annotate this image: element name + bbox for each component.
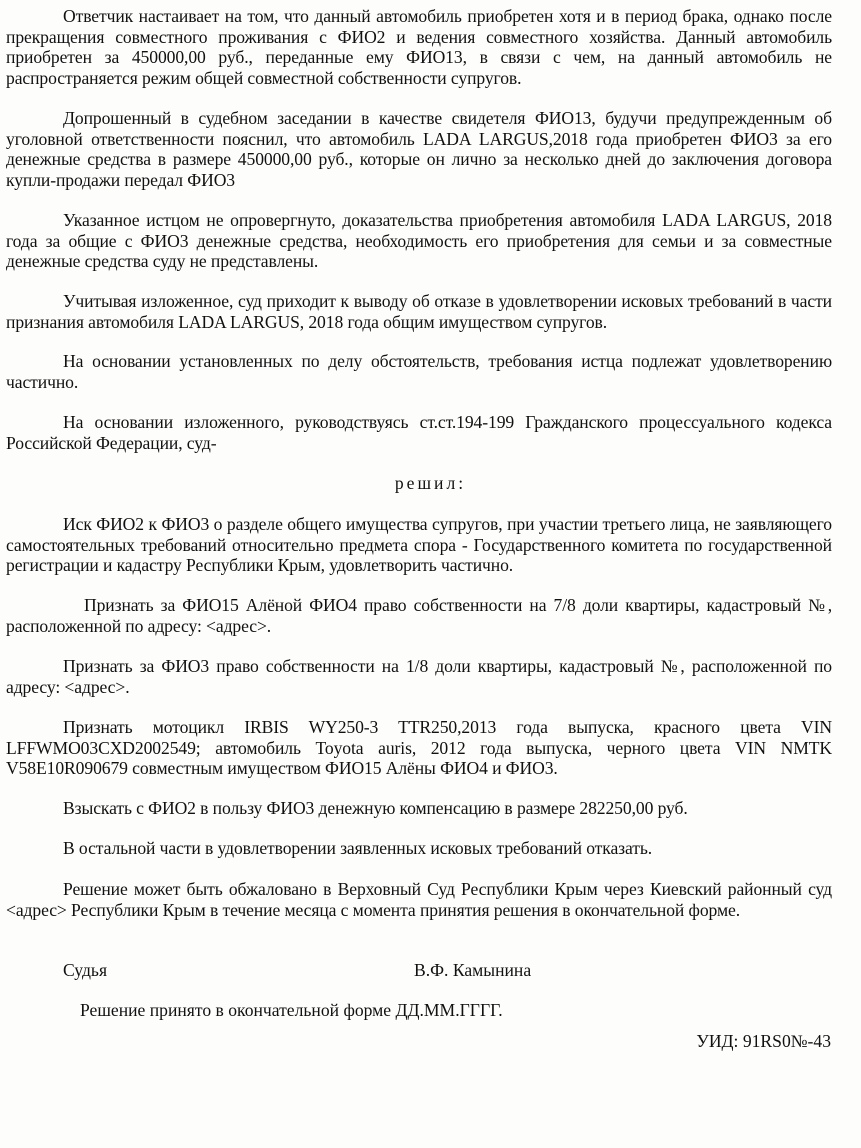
decision-heading: решил: [394, 473, 467, 493]
resolution-one-eighth: Признать за ФИО3 право собственности на 1/8 доли квартиры, кадастровый №, расположенной по адресу: <адрес>. [6, 656, 832, 697]
resolution-claim: Иск ФИО2 к ФИО3 о разделе общего имущества супругов, при участии третьего лица, не заявляющего самостоятельных требований относительно предмета спора - Государственного комитета по государственной регистрации и кадастру Республики Крым, удовлетворить частично. [6, 514, 832, 575]
paragraph-partial-satisfaction: На основании установленных по делу обстоятельств, требования истца подлежат удовлетворению частично. [6, 351, 832, 392]
resolution-denial: В остальной части в удовлетворении заявленных исковых требований отказать. [63, 838, 653, 858]
resolution-appeal: Решение может быть обжаловано в Верховный Суд Республики Крым через Киевский районный суд <адрес> Республики Крым в течение месяца с момента принятия решения в окончательной форме. [6, 879, 832, 920]
paragraph-conclusion: Учитывая изложенное, суд приходит к выводу об отказе в удовлетворении исковых требований в части признания автомобиля LADA LARGUS, 2018 года общим имуществом супругов. [6, 291, 832, 332]
document-uid: УИД: 91RS0№-43 [696, 1031, 831, 1051]
paragraph-not-refuted: Указанное истцом не опровергнуто, доказательства приобретения автомобиля LADA LARGUS, 2018 года за общие с ФИО3 денежные средства, необходимость его приобретения для семьи и за совместные денежные средства суду не представлены. [6, 210, 832, 271]
resolution-compensation: Взыскать с ФИО2 в пользу ФИО3 денежную компенсацию в размере 282250,00 руб. [63, 798, 688, 818]
paragraph-witness-testimony: Допрошенный в судебном заседании в качестве свидетеля ФИО13, будучи предупрежденным об уголовной ответственности пояснил, что автомобиль LADA LARGUS,2018 года приобретен ФИО3 за его денежные средства в размере 450000,00 руб., которые он лично за несколько дней до заключения договора купли-продажи передал ФИО3 [6, 108, 832, 190]
paragraph-defendant-claim: Ответчик настаивает на том, что данный автомобиль приобретен хотя и в период брака, однако после прекращения совместного проживания с ФИО2 и ведения совместного хозяйства. Данный автомобиль приобретен за 450000,00 руб., переданные ему ФИО13, в связи с чем, на данный автомобиль не распространяется режим общей совместной собственности супругов. [6, 6, 832, 88]
signature-role: Судья [63, 960, 108, 980]
signature-name: В.Ф. Камынина [414, 960, 532, 980]
resolution-vehicles: Признать мотоцикл IRBIS WY250-3 TTR250,2013 года выпуска, красного цвета VIN LFFWMO03CXD2002549; автомобиль Toyota auris, 2012 года выпуска, черного цвета VIN NMTK V58E10R090679 совместным имуществом ФИО15 Алёны ФИО4 и ФИО3. [6, 717, 832, 778]
final-form-note: Решение принято в окончательной форме ДД.ММ.ГГГГ. [80, 1000, 503, 1020]
resolution-seven-eighths: Признать за ФИО15 Алёной ФИО4 право собственности на 7/8 доли квартиры, кадастровый №, расположенной по адресу: <адрес>. [6, 595, 832, 636]
paragraph-legal-basis: На основании изложенного, руководствуясь ст.ст.194-199 Гражданского процессуального кодекса Российской Федерации, суд- [6, 412, 832, 453]
